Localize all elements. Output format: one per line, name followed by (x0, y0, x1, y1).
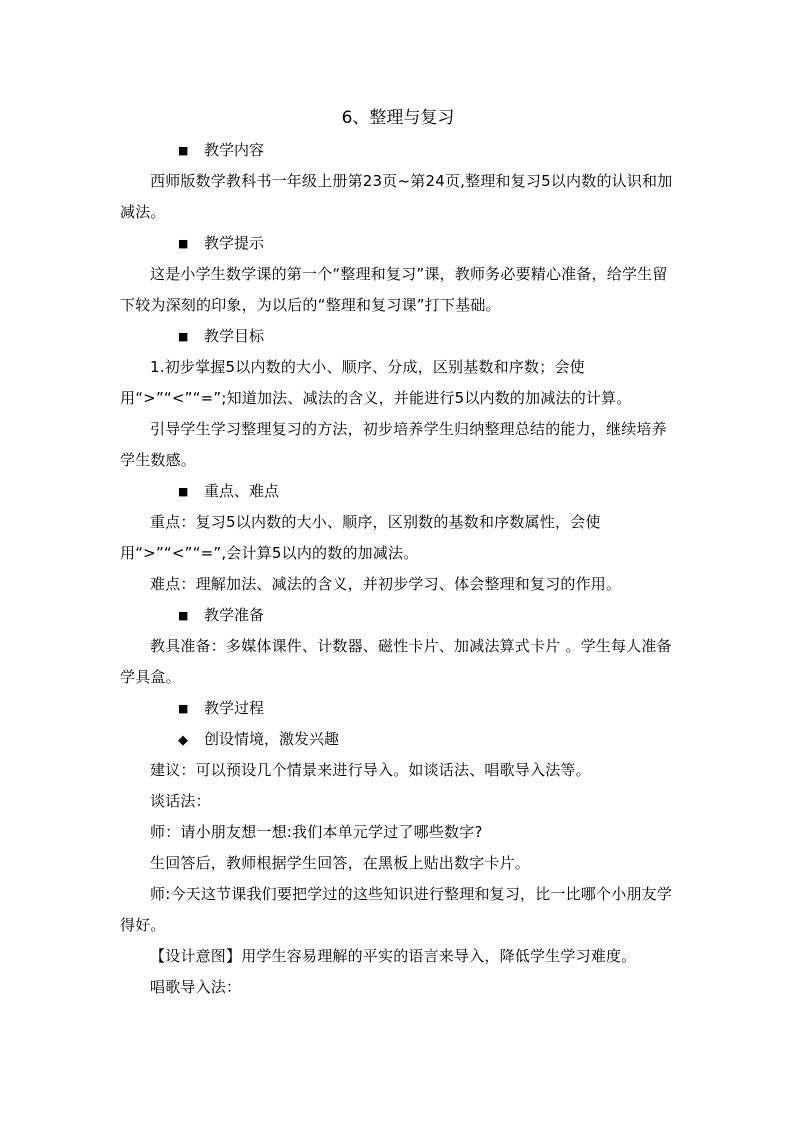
square-bullet-icon: ■ (178, 330, 189, 343)
section-heading-process (120, 693, 676, 724)
paragraph: 师：请小朋友想一想:我们本单元学过了哪些数字? (150, 823, 483, 841)
section-heading-hint (120, 228, 676, 259)
square-bullet-icon: ■ (178, 144, 189, 157)
section-heading-label: 重点、难点 (204, 482, 280, 500)
square-bullet-icon: ■ (178, 237, 189, 250)
section-heading-label: 教学内容 (204, 141, 265, 159)
paragraph: 【设计意图】用学生容易理解的平实的语言来导入，降低学生学习难度。 (150, 947, 637, 965)
paragraph: 建议：可以预设几个情景来进行导入。如谈话法、唱歌导入法等。 (150, 761, 591, 779)
paragraph: 生回答后，教师根据学生回答，在黑板上贴出数字卡片。 (150, 854, 531, 872)
section-heading-goals (120, 321, 676, 352)
section-heading-content (120, 135, 676, 166)
section-heading-label: 教学提示 (204, 234, 265, 252)
document-body (120, 103, 676, 1003)
paragraph: 师:今天这节课我们要把学过的这些知识进行整理和复习，比一比哪个小朋友学得好。 (120, 885, 673, 934)
subsection-heading-label: 创设情境，激发兴趣 (204, 730, 340, 748)
section-heading-preparation (120, 600, 676, 631)
paragraph: 难点：理解加法、减法的含义，并初步学习、体会整理和复习的作用。 (150, 575, 622, 593)
section-heading-label: 教学目标 (204, 327, 265, 345)
paragraph: 重点：复习5以内数的大小、顺序，区别数的基数和序数属性，会使用“>”“<”“=”,会计算5以内的数的加减法。 (120, 513, 601, 562)
paragraph: 西师版数学教科书一年级上册第23页~第24页,整理和复习5以内数的认识和加减法。 (120, 172, 673, 221)
page-title: 6、整理与复习 (341, 108, 455, 128)
paragraph: 谈话法： (150, 792, 211, 810)
square-bullet-icon: ■ (178, 609, 189, 622)
paragraph: 1.初步掌握5以内数的大小、顺序、分成，区别基数和序数；会使用“>”“<”“=”;知道加法、减法的含义，并能进行5以内数的加减法的计算。 (120, 358, 632, 407)
subsection-heading (120, 724, 676, 755)
paragraph: 这是小学生数学课的第一个“整理和复习”课，教师务必要精心准备，给学生留下较为深刻的印象，为以后的“整理和复习课”打下基础。 (120, 265, 668, 314)
diamond-bullet-icon: ◆ (178, 733, 188, 748)
square-bullet-icon: ■ (178, 485, 189, 498)
paragraph: 教具准备：多媒体课件、计数器、磁性卡片、加减法算式卡片 。学生每人准备学具盒。 (120, 637, 672, 686)
paragraph: 唱歌导入法： (150, 978, 242, 996)
paragraph: 引导学生学习整理复习的方法，初步培养学生归纳整理总结的能力，继续培养学生数感。 (120, 420, 667, 469)
section-heading-label: 教学过程 (204, 699, 265, 717)
square-bullet-icon: ■ (178, 702, 189, 715)
section-heading-key-points (120, 476, 676, 507)
section-heading-label: 教学准备 (204, 606, 265, 624)
